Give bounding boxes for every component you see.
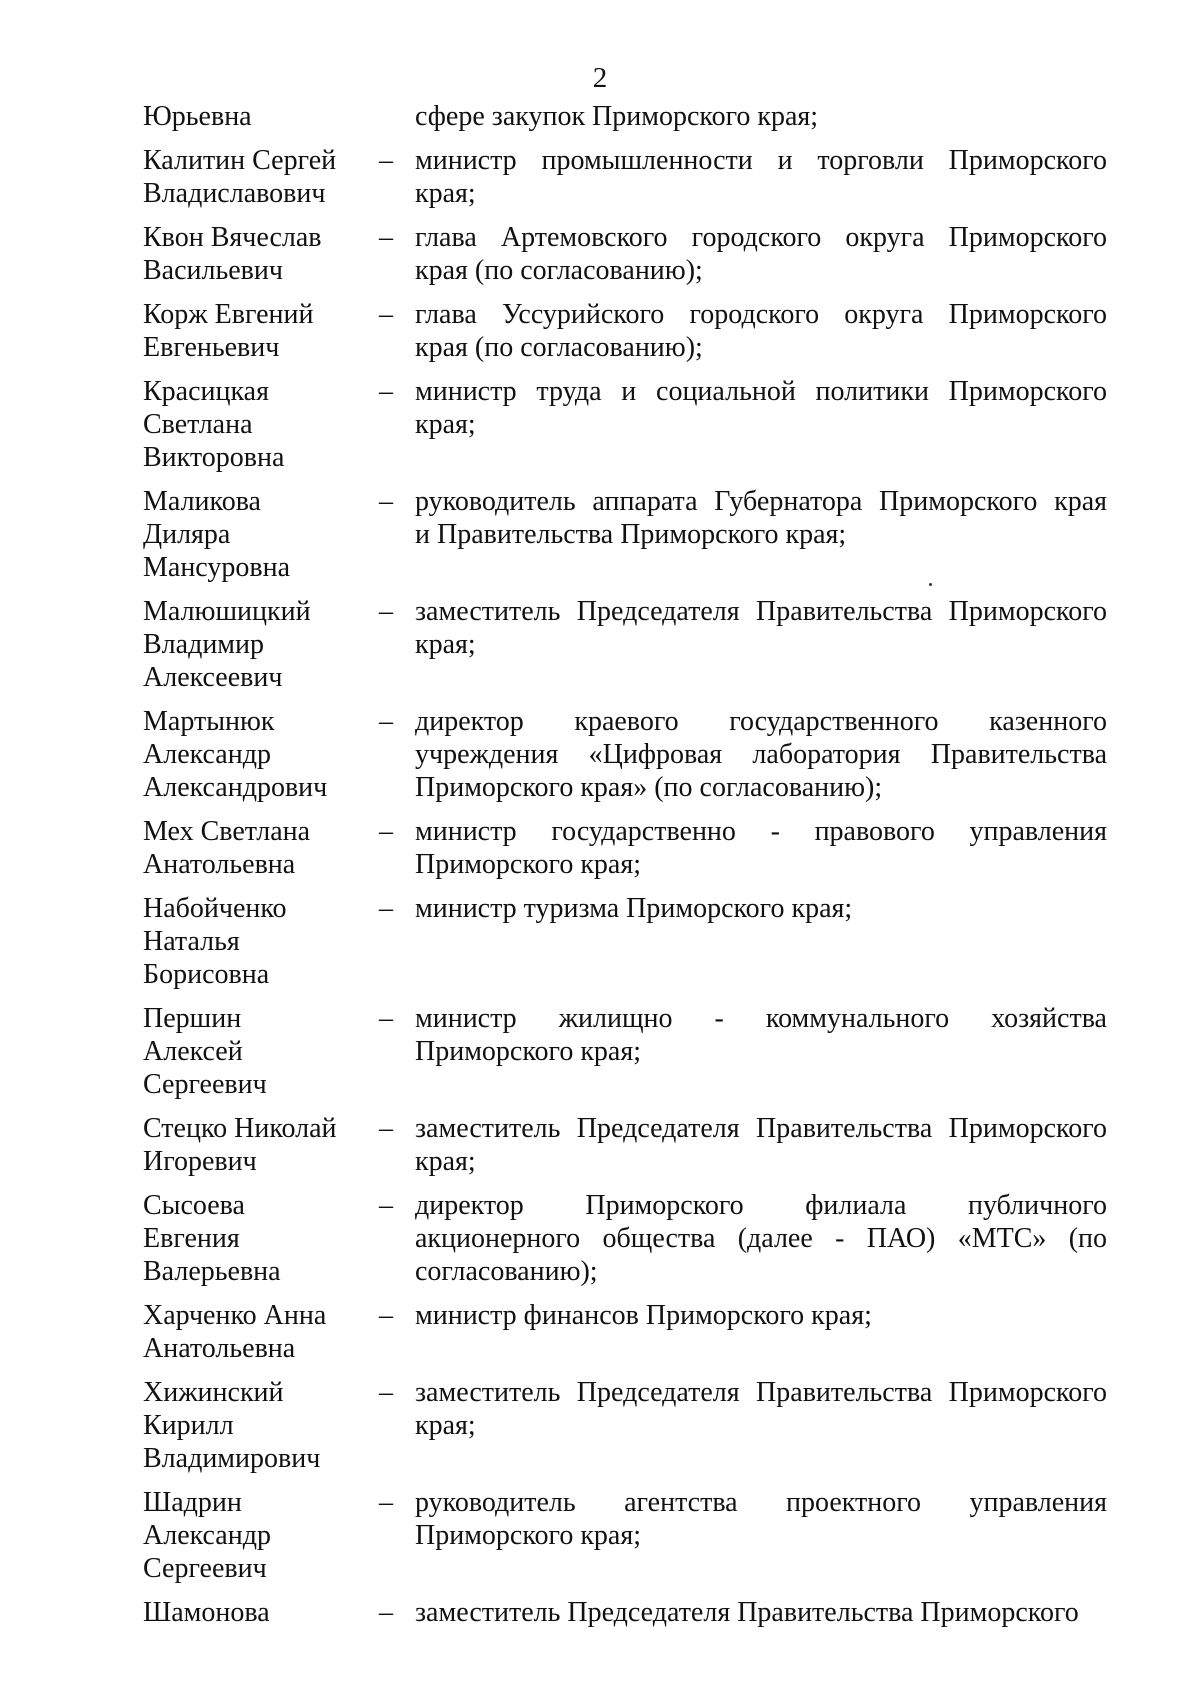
separator-dash: –	[379, 1597, 393, 1628]
member-name: Шамонова	[143, 1597, 270, 1628]
member-name: Мех Светлана Анатольевна	[143, 816, 311, 880]
member-row	[143, 1376, 1111, 1475]
separator-dash: –	[379, 1190, 393, 1221]
separator-dash: –	[379, 893, 393, 924]
member-row	[143, 815, 1111, 881]
member-list	[143, 100, 1111, 1640]
separator-dash: –	[379, 486, 393, 517]
member-role-line: края;	[415, 1410, 476, 1441]
member-row	[143, 298, 1111, 364]
member-role-line: края;	[415, 409, 476, 440]
member-name: Харченко Анна Анатольевна	[143, 1300, 327, 1364]
member-name: Квон Вячеслав Васильевич	[143, 222, 322, 286]
member-row	[143, 1486, 1111, 1585]
member-name: Корж Евгений Евгеньевич	[143, 299, 314, 363]
member-role	[415, 144, 1107, 210]
member-row	[143, 892, 1111, 991]
member-role-line: заместитель Председателя Правительства Приморского	[415, 1377, 1107, 1408]
member-role	[415, 1189, 1107, 1288]
member-name: Мартынюк Александр Александрович	[143, 706, 328, 803]
member-role	[415, 485, 1107, 551]
member-role-line: края (по согласованию);	[415, 332, 703, 363]
member-role-line: заместитель Председателя Правительства Приморского	[415, 596, 1107, 627]
member-role	[415, 1112, 1107, 1178]
member-role-line: Приморского края» (по согласованию);	[415, 772, 883, 803]
member-name: Малюшицкий Владимир Алексеевич	[143, 596, 311, 693]
separator-dash: –	[379, 816, 393, 847]
member-role-line: акционерного общества (далее - ПАО) «МТС» (по	[415, 1223, 1107, 1254]
member-row	[143, 221, 1111, 287]
member-role	[415, 705, 1107, 804]
separator-dash: –	[379, 596, 393, 627]
member-name: Калитин Сергей Владиславович	[143, 145, 337, 209]
member-role	[415, 298, 1107, 364]
separator-dash: –	[379, 1300, 393, 1331]
member-role-line: руководитель агентства проектного управления	[415, 1487, 1107, 1518]
member-role-line: министр государственно - правового управления	[415, 816, 1107, 847]
separator-dash: –	[379, 1377, 393, 1408]
member-name: Хижинский Кирилл Владимирович	[143, 1377, 321, 1474]
separator-dash: –	[379, 222, 393, 253]
member-role-line: глава Артемовского городского округа Приморского	[415, 222, 1107, 253]
member-role: заместитель Председателя Правительства Приморского	[415, 1597, 1079, 1628]
member-row	[143, 375, 1111, 474]
member-name: Шадрин Александр Сергеевич	[143, 1487, 271, 1584]
member-name: Першин Алексей Сергеевич	[143, 1003, 267, 1100]
separator-dash: –	[379, 1113, 393, 1144]
member-role: сфере закупок Приморского края;	[415, 101, 819, 132]
member-role	[415, 815, 1107, 881]
member-role-line: министр жилищно - коммунального хозяйства	[415, 1003, 1107, 1034]
member-role-line: заместитель Председателя Правительства Приморского	[415, 1113, 1107, 1144]
member-row	[143, 1189, 1111, 1288]
member-role-line: Приморского края;	[415, 849, 642, 880]
member-role-line: министр промышленности и торговли Приморского	[415, 145, 1107, 176]
member-role-line: края;	[415, 178, 476, 209]
member-row	[143, 1299, 1111, 1365]
member-row	[143, 485, 1111, 584]
member-row	[143, 144, 1111, 210]
member-name: Набойченко Наталья Борисовна	[143, 893, 287, 990]
member-role-line: министр труда и социальной политики Приморского	[415, 376, 1107, 407]
member-role-line: края;	[415, 1146, 476, 1177]
separator-dash: –	[379, 1003, 393, 1034]
member-role-line: учреждения «Цифровая лаборатория Правительства	[415, 739, 1107, 770]
member-role-line: края (по согласованию);	[415, 255, 703, 286]
member-role: министр туризма Приморского края;	[415, 893, 853, 924]
member-name: Стецко Николай Игоревич	[143, 1113, 337, 1177]
member-role-line: Приморского края;	[415, 1036, 642, 1067]
member-name: Красицкая Светлана Викторовна	[143, 376, 285, 473]
member-name: Сысоева Евгения Валерьевна	[143, 1190, 281, 1287]
member-role	[415, 1376, 1107, 1442]
member-name: Юрьевна	[143, 101, 252, 132]
member-name: Маликова Диляра Мансуровна	[143, 486, 290, 583]
member-role-line: края;	[415, 629, 476, 660]
page-number: 2	[592, 62, 608, 94]
member-role-line: глава Уссурийского городского округа Приморского	[415, 299, 1107, 330]
separator-dash: –	[379, 1487, 393, 1518]
member-role-line: Приморского края;	[415, 1520, 642, 1551]
member-role	[415, 595, 1107, 661]
separator-dash: –	[379, 299, 393, 330]
separator-dash: –	[379, 706, 393, 737]
member-role	[415, 1486, 1107, 1552]
separator-dash: –	[379, 145, 393, 176]
member-row	[143, 595, 1111, 694]
scan-artifact-dot	[929, 583, 932, 586]
member-role	[415, 1002, 1107, 1068]
member-role	[415, 221, 1107, 287]
member-row	[143, 1596, 1111, 1629]
member-role-line: согласованию);	[415, 1256, 598, 1287]
member-row	[143, 1002, 1111, 1101]
member-row	[143, 100, 1111, 133]
separator-dash: –	[379, 376, 393, 407]
member-role-line: и Правительства Приморского края;	[415, 519, 847, 550]
member-role	[415, 375, 1107, 441]
member-row	[143, 705, 1111, 804]
member-row	[143, 1112, 1111, 1178]
member-role-line: руководитель аппарата Губернатора Приморского края	[415, 486, 1107, 517]
member-role: министр финансов Приморского края;	[415, 1300, 872, 1331]
member-role-line: директор Приморского филиала публичного	[415, 1190, 1107, 1221]
member-role-line: директор краевого государственного казенного	[415, 706, 1107, 737]
